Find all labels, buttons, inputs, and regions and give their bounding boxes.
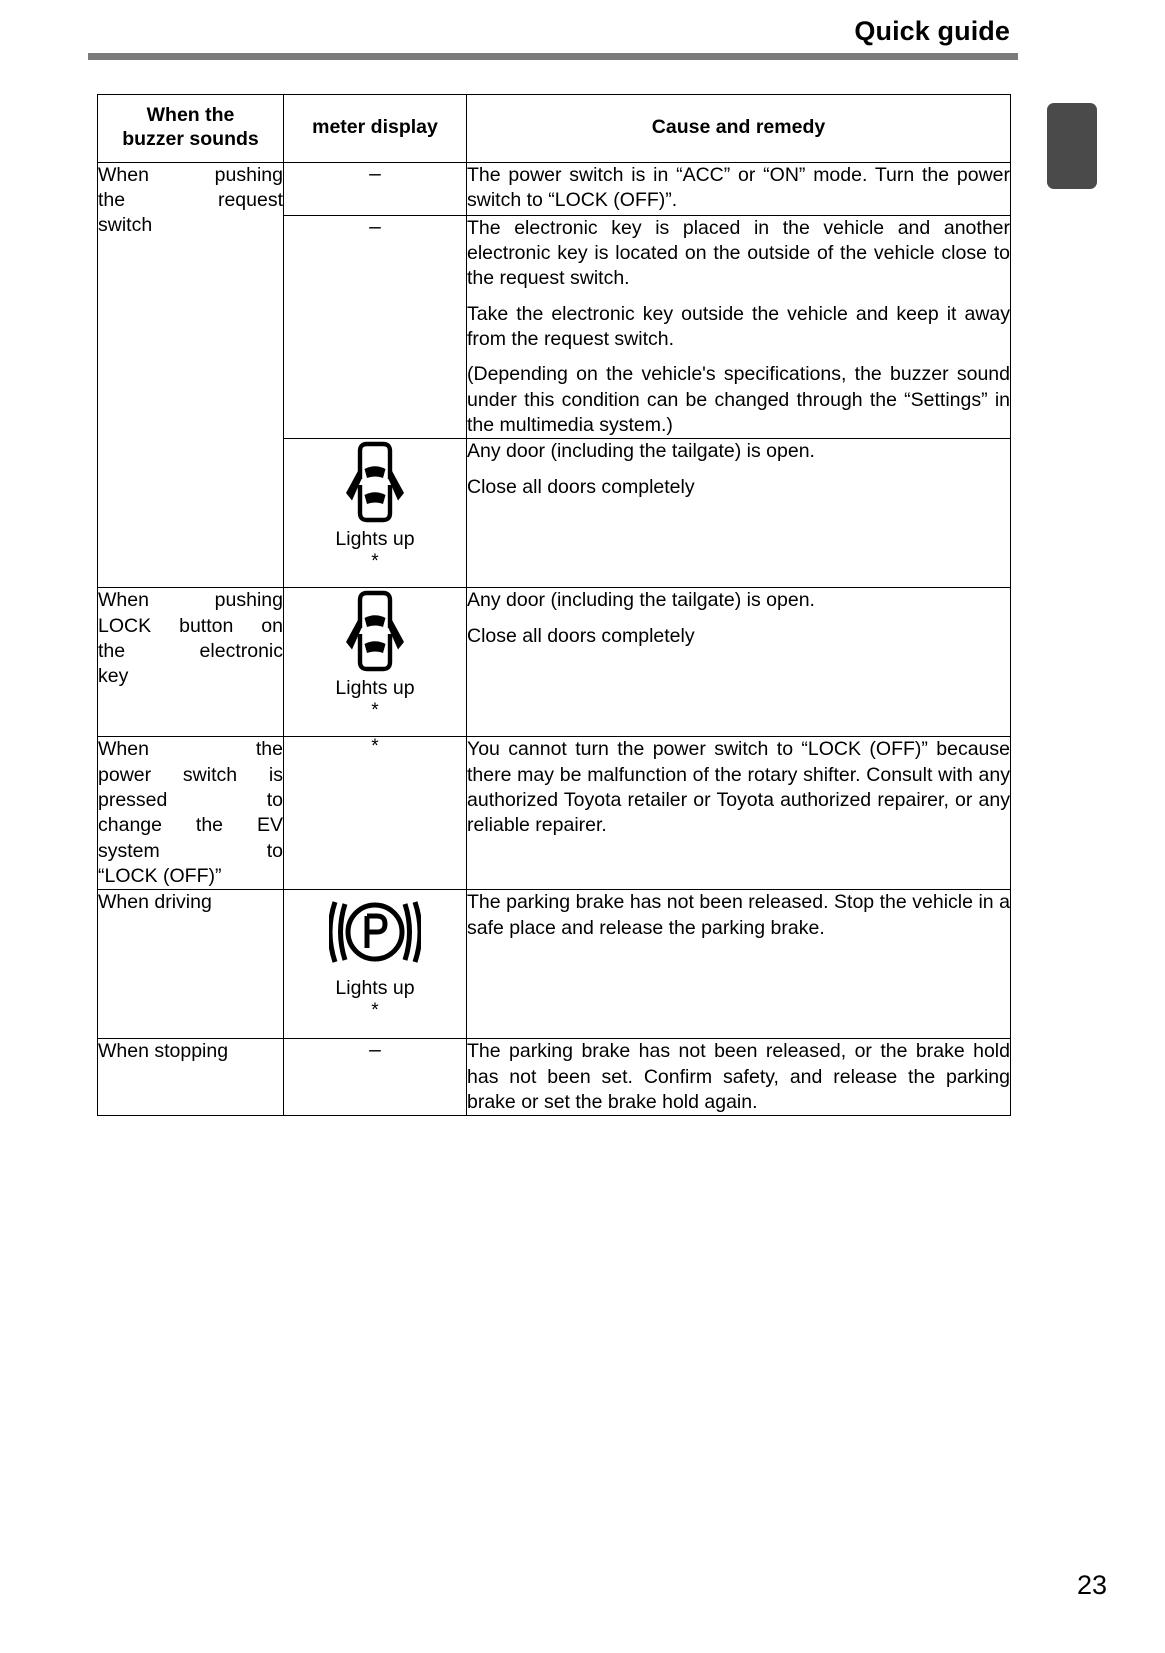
- page-number: 23: [1076, 1570, 1107, 1600]
- buzzer-conditions-table: [97, 94, 1011, 1116]
- meter-icon-footnote: *: [371, 1000, 379, 1022]
- column-header-when-buzzer-sounds: [98, 95, 284, 163]
- section-tab-marker: [1047, 103, 1097, 189]
- cell-when-buzzer-sounds: [98, 588, 284, 737]
- page-header: [0, 0, 1165, 66]
- cause-paragraph: The parking brake has not been released, or the brake hold has not been set. Confirm safety, and release the parking brake or set the brake hold again.: [467, 1040, 1010, 1114]
- no-display-dash: –: [369, 1038, 381, 1062]
- table-row: [98, 1039, 1011, 1116]
- cell-meter-display: [284, 588, 467, 737]
- cell-when-buzzer-sounds: [98, 162, 284, 588]
- column-header-when-line2: buzzer sounds: [122, 127, 259, 150]
- meter-icon-block: [284, 588, 466, 720]
- table-row: [98, 162, 1011, 215]
- when-line: key: [98, 665, 129, 688]
- column-header-cause-and-remedy: Cause and remedy: [467, 95, 1011, 163]
- when-line: pressed to: [98, 789, 283, 811]
- cause-paragraph: Any door (including the tailgate) is open.: [467, 589, 815, 612]
- when-line: the electronic: [98, 640, 283, 662]
- door-ajar-warning-icon: [339, 588, 411, 674]
- cell-meter-display: [284, 439, 467, 588]
- cell-meter-display: [284, 215, 467, 439]
- cause-paragraph: Close all doors completely: [467, 624, 695, 647]
- meter-icon-footnote: *: [371, 551, 379, 573]
- table-row: [98, 588, 1011, 737]
- cell-cause-and-remedy: [467, 215, 1011, 439]
- when-line: When driving: [98, 891, 212, 914]
- cause-paragraph: The power switch is in “ACC” or “ON” mode. Turn the power switch to “LOCK (OFF)”.: [467, 163, 1010, 211]
- when-line: system to: [98, 839, 283, 862]
- meter-icon-footnote: *: [371, 700, 379, 722]
- table-header: [98, 95, 1011, 163]
- column-header-meter-display: meter display: [284, 95, 467, 163]
- cause-paragraph: (Depending on the vehicle's specifications, the buzzer sound under this condition can be changed through the “Settings” in the multimedia system.): [467, 363, 1010, 436]
- page-title: Quick guide: [854, 16, 1010, 46]
- cause-paragraph: Close all doors completely: [467, 475, 695, 498]
- cell-when-buzzer-sounds: [98, 890, 284, 1039]
- meter-icon-caption: Lights up: [335, 677, 415, 700]
- meter-icon-caption: Lights up: [335, 977, 415, 1000]
- footnote-asterisk: *: [371, 736, 379, 758]
- when-line: switch: [98, 214, 153, 237]
- cell-cause-and-remedy: [467, 439, 1011, 588]
- no-display-dash: –: [369, 214, 381, 238]
- when-line: power switch is: [98, 763, 283, 786]
- when-line: change the EV: [98, 814, 283, 837]
- cause-paragraph: Take the electronic key outside the vehicle and keep it away from the request switch.: [467, 302, 1010, 350]
- cell-meter-display: [284, 890, 467, 1039]
- table-body: [98, 162, 1011, 1116]
- parking-brake-warning-icon: [329, 890, 421, 974]
- cell-when-buzzer-sounds: [98, 1039, 284, 1116]
- header-divider: [88, 53, 1018, 60]
- cell-meter-display: [284, 162, 467, 215]
- table-row: [98, 737, 1011, 890]
- cell-when-buzzer-sounds: [98, 737, 284, 890]
- cell-cause-and-remedy: [467, 890, 1011, 1039]
- when-line: the request: [98, 188, 283, 211]
- column-header-when-line1: When the: [146, 104, 235, 126]
- cell-cause-and-remedy: [467, 588, 1011, 737]
- cause-paragraph: The electronic key is placed in the vehicle and another electronic key is located on the outside of the vehicle close to the request switch.: [467, 216, 1010, 290]
- door-ajar-warning-icon: [339, 439, 411, 525]
- cell-cause-and-remedy: [467, 737, 1011, 890]
- when-line: When stopping: [98, 1040, 229, 1063]
- cause-paragraph: The parking brake has not been released. Stop the vehicle in a safe place and release the parking brake.: [467, 891, 1010, 939]
- cell-cause-and-remedy: [467, 1039, 1011, 1116]
- no-display-dash: –: [369, 161, 381, 185]
- cell-cause-and-remedy: [467, 162, 1011, 215]
- meter-icon-block: [284, 439, 466, 571]
- cause-paragraph: You cannot turn the power switch to “LOCK (OFF)” because there may be malfunction of the rotary shifter. Consult with any authorized Toyota retailer or Toyota authorized repairer, or any reliable repairer.: [467, 738, 1010, 837]
- cause-paragraph: Any door (including the tailgate) is open.: [467, 440, 815, 463]
- when-line: When the: [98, 738, 283, 761]
- table-row: [98, 890, 1011, 1039]
- meter-icon-caption: Lights up: [335, 528, 415, 551]
- when-line: When pushing: [98, 163, 283, 186]
- meter-icon-block: [284, 890, 466, 1020]
- when-line: “LOCK (OFF)”: [98, 865, 222, 888]
- table-header-row: [98, 95, 1011, 163]
- when-line: LOCK button on: [98, 614, 283, 637]
- cell-meter-display: [284, 1039, 467, 1116]
- when-line: When pushing: [98, 589, 283, 612]
- cell-meter-display: [284, 737, 467, 890]
